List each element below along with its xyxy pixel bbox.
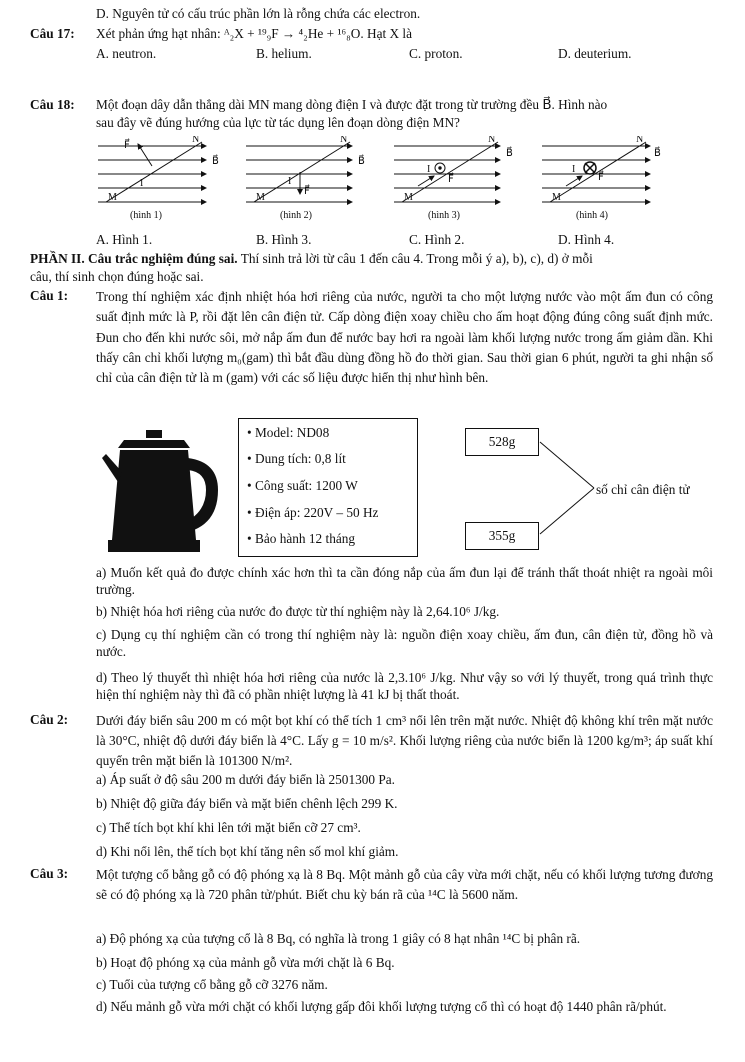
fig2-n-label: N [340, 136, 348, 145]
part2-title: PHẦN II. Câu trắc nghiệm đúng sai. [30, 251, 238, 266]
fig3-m-label: M [404, 192, 413, 203]
kettle-spec-box [238, 418, 418, 557]
c2-option-d: d) Khi nổi lên, thể tích bọt khí tăng nên số mol khí giảm. [96, 844, 399, 859]
c2-text: Dưới đáy biển sâu 200 m có một bọt khí có thể tích 1 cm³ nổi lên trên mặt nước. Nhiệt độ không khí trên mặt nước là 30°C, nhiệt độ dưới đáy biển là 4°C. Lấy g = 10 m/s². Khối lượng riêng của nước biển là 1200 kg/m³; áp suất khí quyển trên mặt biển là 101300 N/m². [96, 713, 713, 768]
q18-text-1: Một đoạn dây dẫn thẳng dài MN mang dòng điện I và được đặt trong từ trường đều B⃗. Hình nào [96, 97, 608, 112]
q17-option-b: B. helium. [256, 46, 312, 61]
q18-label: Câu 18: [30, 97, 75, 112]
fig3-f-label: F⃗ [448, 174, 454, 185]
fig4-i-label: I [572, 164, 576, 175]
q18-option-b: B. Hình 3. [256, 232, 312, 247]
part2-heading [30, 250, 593, 267]
spec-power: • Công suất: 1200 W [247, 478, 358, 493]
c2-option-a: a) Áp suất ở độ sâu 200 m dưới đáy biển là 2501300 Pa. [96, 772, 395, 787]
fig1-b-label: B⃗ [212, 156, 219, 167]
answer-d-line: D. Nguyên tử có cấu trúc phần lớn là rỗng chứa các electron. [96, 6, 421, 21]
fig1-n-label: N [192, 136, 200, 145]
c3-option-b: b) Hoạt độ phóng xạ của mảnh gỗ vừa mới chặt là 6 Bq. [96, 955, 395, 970]
spec-capacity: • Dung tích: 0,8 lít [247, 451, 346, 466]
spec-model: • Model: ND08 [247, 425, 330, 440]
magnetic-field-figures [94, 136, 734, 226]
c1-option-a: a) Muốn kết quả đo được chính xác hơn thì ta cần đóng nắp của ấm đun lại để tránh thất thoát nhiệt ra ngoài môi trường. [96, 565, 713, 598]
fig4-b-label: B⃗ [654, 148, 661, 159]
scale-reading-top: 528g [465, 428, 539, 456]
fig4-f-label: F⃗ [598, 172, 604, 183]
fig2-m-label: M [256, 192, 265, 203]
c3-text: Một tượng cổ bằng gỗ có độ phóng xạ là 8 Bq. Một mảnh gỗ của cây vừa mới chặt, nếu có khối lượng tương đương sẽ có độ phóng xạ là 720 phân tử/phút. Biết chu kỳ bán rã của ¹⁴C là 5600 năm. [96, 867, 713, 902]
q17-option-a: A. neutron. [96, 46, 157, 61]
c1-option-c: c) Dụng cụ thí nghiệm cần có trong thí nghiệm này là: nguồn điện xoay chiều, ấm đun, cân điện tử, đồng hồ và nước. [96, 627, 713, 660]
fig3-i-label: I [427, 164, 431, 175]
c2-option-c: c) Thể tích bọt khí khi lên tới mặt biển cỡ 27 cm³. [96, 820, 361, 835]
fig2-f-label: F⃗ [304, 186, 310, 197]
part2-instruction-2: câu, thí sinh chọn đúng hoặc sai. [30, 269, 204, 284]
scale-pointer-lines [538, 438, 598, 538]
q17-option-d: D. deuterium. [558, 46, 632, 61]
part2-instruction: Thí sinh trả lời từ câu 1 đến câu 4. Trong mỗi ý a), b), c), d) ở mỗi [237, 251, 593, 266]
c2-label: Câu 2: [30, 712, 69, 727]
fig2-i-label: I [288, 176, 292, 187]
c1-option-d: d) Theo lý thuyết thì nhiệt hóa hơi riêng của nước là 2,3.10⁶ J/kg. Như vậy so với lý thuyết, trong quá trình thực hiện thí nghiệm này thì đã có phần nhiệt lượng là 41 kJ bị thất thoát. [96, 670, 713, 703]
fig2-b-label: B⃗ [358, 156, 365, 167]
q18-text-2: sau đây vẽ đúng hướng của lực từ tác dụng lên đoạn dòng điện MN? [96, 115, 460, 130]
q18-option-c: C. Hình 2. [409, 232, 465, 247]
fig2-caption: (hình 2) [280, 210, 312, 221]
q18-option-a: A. Hình 1. [96, 232, 153, 247]
c1-text: Trong thí nghiệm xác định nhiệt hóa hơi riêng của nước, người ta cho một lượng nước vào một ấm đun có công suất định mức là P, rồi đặt lên cân điện tử. Cấp dòng điện xoay chiều cho ấm hoạt động đúng công suất định mức. Đun cho đến khi nước sôi, mở nắp ấm đun để nước bay hơi ra ngoài làm khối lượng nước trong ấm giảm dần. Khi thấy cân chỉ khối lượng m₀(gam) thì bắt đầu dùng đồng hồ đo thời gian. Sau thời gian 6 phút, người ta ghi nhận số chỉ của cân điện tử là m (gam) với các số liệu được hiển thị như hình bên. [96, 289, 713, 386]
q17-label: Câu 17: [30, 26, 75, 41]
q17-text: Xét phản ứng hạt nhân: ᴬ₂X + ¹⁹₉F → ⁴₂He + ¹⁶₈O. Hạt X là [96, 26, 413, 41]
fig4-n-label: N [636, 136, 644, 145]
c3-label: Câu 3: [30, 866, 69, 881]
fig1-caption: (hình 1) [130, 210, 162, 221]
spec-voltage: • Điện áp: 220V – 50 Hz [247, 505, 379, 520]
fig3-n-label: N [488, 136, 496, 145]
scale-reading-bottom: 355g [465, 522, 539, 550]
c3-option-a: a) Độ phóng xạ của tượng cổ là 8 Bq, có nghĩa là trong 1 giây có 8 hạt nhân ¹⁴C bị phân rã. [96, 931, 581, 946]
c1-option-b: b) Nhiệt hóa hơi riêng của nước đo được từ thí nghiệm này là 2,64.10⁶ J/kg. [96, 604, 500, 619]
spec-warranty: • Bảo hành 12 tháng [247, 531, 356, 546]
q18-option-d: D. Hình 4. [558, 232, 615, 247]
fig3-caption: (hình 3) [428, 210, 460, 221]
c3-option-d: d) Nếu mảnh gỗ vừa mới chặt có khối lượng gấp đôi khối lượng tượng cổ thì có hoạt độ 1440 phân rã/phút. [96, 999, 667, 1014]
fig3-b-label: B⃗ [506, 148, 513, 159]
fig1-m-label: M [108, 192, 117, 203]
c2-option-b: b) Nhiệt độ giữa đáy biển và mặt biển chênh lệch 299 K. [96, 796, 398, 811]
kettle-image [102, 428, 222, 556]
fig4-caption: (hình 4) [576, 210, 608, 221]
c1-label: Câu 1: [30, 288, 69, 303]
fig4-m-label: M [552, 192, 561, 203]
q17-option-c: C. proton. [409, 46, 463, 61]
fig1-i-label: I [140, 178, 144, 189]
fig1-f-label: F⃗ [124, 140, 130, 151]
scale-label: số chỉ cân điện tử [596, 482, 690, 497]
c3-option-c: c) Tuổi của tượng cổ bằng gỗ cỡ 3276 năm. [96, 977, 328, 992]
